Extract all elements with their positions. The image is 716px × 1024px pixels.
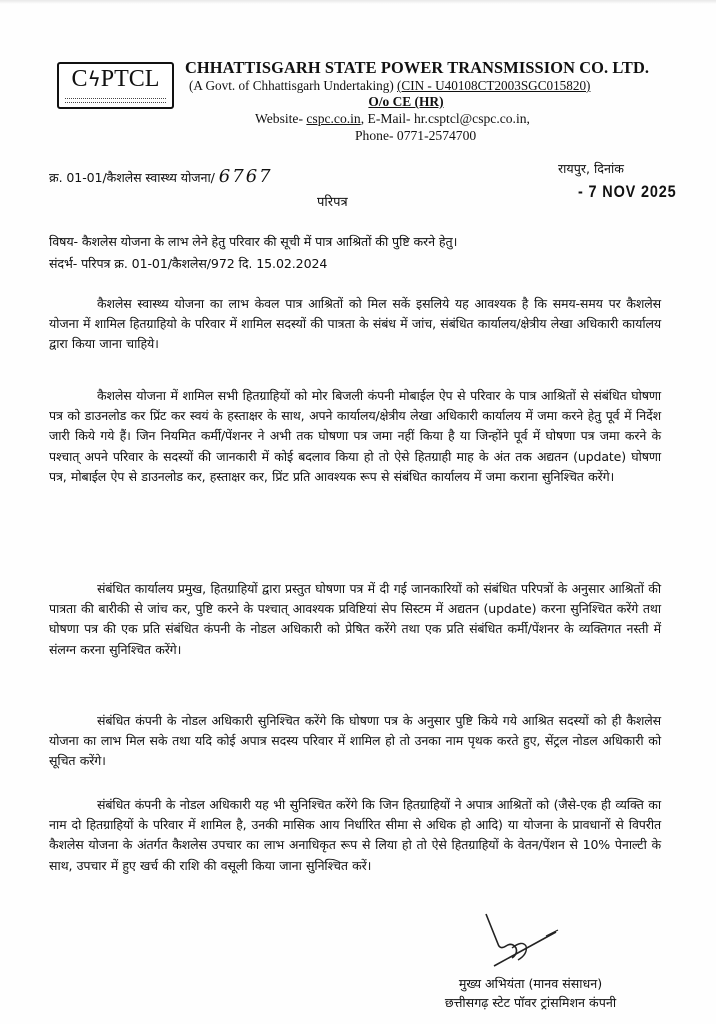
reference-prefix: क्र. 01-01/कैशलेस स्वास्थ्य योजना/ xyxy=(49,170,215,185)
subject-line: विषय- कैशलेस योजना के लाभ लेने हेतु परिवार की सूची में पात्र आश्रितों की पुष्टि करने हेतु। xyxy=(49,234,458,249)
body-paragraph-2: कैशलेस योजना में शामिल सभी हितग्राहियों को मोर बिजली कंपनी मोबाईल ऐप से परिवार के पात्र आश्रितों से संबंधित घोषणा पत्र को डाउनलोड कर प्रिंट कर स्वयं के हस्ताक्षर के साथ, अपने कार्यालय/क्षेत्रीय लेखा अधिकारी कार्यालय में जमा करने हेतु पूर्व में निर्देश जारी किये गये हैं। जिन नियमित कर्मी/पेंशनर ने अभी तक घोषणा पत्र जमा नहीं किया है या जिन्होंने पूर्व में घोषणा पत्र जमा करने के पश्चात् अपने परिवार के सदस्यों की जानकारी में कोई बदलाव किया हो तो ऐसे हितग्राही माह के अंत तक अद्यतन (update) घोषणा पत्र, मोबाईल ऐप से डाउनलोड कर, हस्ताक्षर कर, प्रिंट प्रति आवश्यक रूप से संबंधित कार्यालय में जमा कराना सुनिश्चित करेंगे। xyxy=(49,388,661,484)
date-stamp: - 7 NOV 2025 xyxy=(578,182,677,201)
phone-number: Phone- 0771-2574700 xyxy=(355,128,477,143)
document-title: परिपत्र xyxy=(317,195,348,210)
reference-number xyxy=(49,166,273,187)
signatory-designation: मुख्य अभियंता (मानव संसाधन) xyxy=(458,976,603,991)
logo-mark: CϟPTCL xyxy=(71,66,160,92)
page-edge xyxy=(0,0,716,4)
website-label: Website- xyxy=(255,111,307,126)
email-label: , E-Mail- xyxy=(360,111,414,126)
body-paragraph-4: संबंधित कंपनी के नोडल अधिकारी सुनिश्चित करेंगे कि घोषणा पत्र के अनुसार पुष्टि किये गये आश्रित सदस्यों को ही कैशलेस योजना का लाभ मिल सके तथा यदि कोई अपात्र सदस्य परिवार में शामिल हो तो उनका नाम पृथक करते हुए, सेंट्रल नोडल अधिकारी को सूचित करेंगे। xyxy=(49,713,661,769)
email-trail: , xyxy=(526,111,530,126)
body-paragraph-1: कैशलेस स्वास्थ्य योजना का लाभ केवल पात्र आश्रितों को मिल सकें इसलिये यह आवश्यक है कि समय-समय पर कैशलेस योजना में शामिल हितग्राहियो के परिवार में शामिल सदस्यों की पात्रता के संबंध में जांच, संबंधित कार्यालय/क्षेत्रीय लेखा अधिकारी कार्यालय द्वारा किया जाना चाहिये। xyxy=(49,296,661,352)
company-name: CHHATTISGARH STATE POWER TRANSMISSION CO. LTD. xyxy=(185,58,650,77)
body-paragraph-3: संबंधित कार्यालय प्रमुख, हितग्राहियों द्वारा प्रस्तुत घोषणा पत्र में दी गई जानकारियों को संबंधित परिपत्रों के अनुसार आश्रितों की पात्रता की बारीकी से जांच कर, पुष्टि करने के पश्चात् आवश्यक प्रविष्टियां सेप सिस्टम में अद्यतन (update) करना सुनिश्चित करेंगे तथा घोषणा पत्र की एक प्रति संबंधित कंपनी के नोडल अधिकारी को प्रेषित करेंगे तथा एक प्रति संबंधित कर्मी/पेंशनर के व्यक्तिगत नस्ती में संलग्न करना सुनिश्चित करेंगे। xyxy=(49,581,661,657)
email-link[interactable]: hr.csptcl@cspc.co.in xyxy=(413,111,527,126)
cin-number: (CIN - U40108CT2003SGC015820) xyxy=(397,78,591,93)
reference-line: संदर्भ- परिपत्र क्र. 01-01/कैशलेस/972 दि. 15.02.2024 xyxy=(49,256,328,271)
handwritten-number: 6767 xyxy=(218,166,273,187)
office-name: O/o CE (HR) xyxy=(368,94,444,109)
signatory-organization: छत्तीसगढ़ स्टेट पॉवर ट्रांसमिशन कंपनी xyxy=(444,995,617,1010)
govt-note: (A Govt. of Chhattisgarh Undertaking) xyxy=(189,78,394,93)
place-date-label: रायपुर, दिनांक xyxy=(558,161,624,176)
company-subtitle xyxy=(189,78,590,94)
contact-line xyxy=(255,111,530,127)
website-link[interactable]: cspc.co.in xyxy=(306,111,361,126)
signature xyxy=(482,912,562,972)
body-paragraph-5: संबंधित कंपनी के नोडल अधिकारी यह भी सुनिश्चित करेंगे कि जिन हितग्राहियों ने अपात्र आश्रितों को (जैसे-एक ही व्यक्ति का नाम दो हितग्राहियों के परिवार में शामिल है, उनकी मासिक आय निर्धारित सीमा से अधिक हो आदि) या योजना के प्रावधानों से विपरीत कैशलेस योजना के अंतर्गत कैशलेस उपचार का लाभ अनाधिकृत रूप से लिया हो तो ऐसे हितग्राहियों के वेतन/पेंशन से 10% पेनाल्टी के साथ, उपचार में हुए खर्च की राशि की वसूली किया जाना सुनिश्चित करें। xyxy=(49,797,661,873)
